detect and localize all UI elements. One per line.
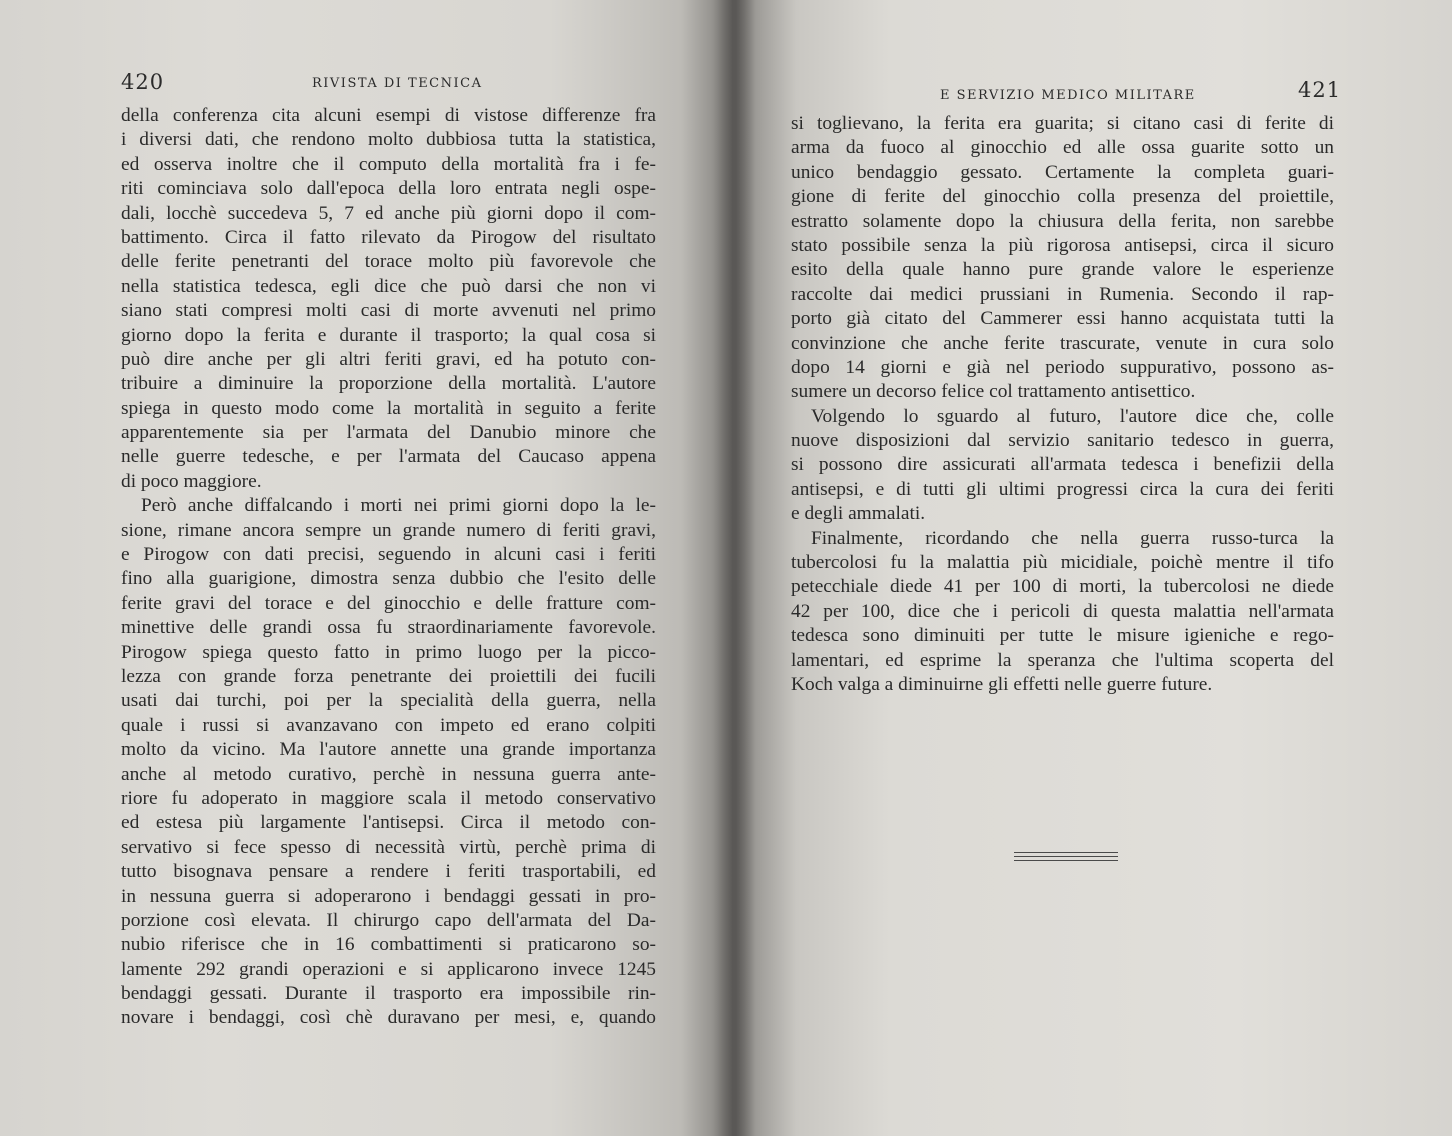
end-rule (1014, 856, 1118, 857)
text-line: esito della quale hanno pure grande valore le esperienze (791, 259, 1334, 281)
text-line: minettive delle grandi ossa fu straordinariamente favorevole. (121, 617, 656, 639)
text-line: tedesca sono diminuiti per tutte le misure igieniche e rego- (791, 625, 1334, 647)
text-line: Koch valga a diminuirne gli effetti nelle guerre future. (791, 673, 1213, 695)
text-line: della conferenza cita alcuni esempi di vistose differenze fra (121, 105, 656, 126)
text-line: si toglievano, la ferita era guarita; si citano casi di ferite di (791, 113, 1334, 134)
text-line: lamente 292 grandi operazioni e si applicarono invece 1245 (121, 958, 656, 980)
text-line: tubercolosi fu la malattia più micidiale, poichè mentre il tifo (791, 552, 1334, 574)
text-line: estratto solamente dopo la chiusura della ferita, non sarebbe (791, 210, 1334, 232)
text-line: 42 per 100, dice che i pericoli di questa malattia nell'armata (791, 600, 1334, 622)
text-line: unico bendaggio gessato. Certamente la completa guari- (791, 161, 1334, 183)
text-line: Finalmente, ricordando che nella guerra russo-turca la (811, 527, 1334, 549)
text-line: riore fu adoperato in maggiore scala il metodo conservativo (121, 787, 656, 809)
gutter-shadow (712, 0, 756, 1136)
text-line: ed estesa più largamente l'antisepsi. Circa il metodo con- (121, 812, 656, 834)
text-line: anche al metodo curativo, perchè in nessuna guerra ante- (121, 763, 656, 785)
text-line: tutto bisognava pensare a rendere i feriti trasportabili, ed (121, 861, 656, 883)
text-line: riti cominciava solo dall'epoca della loro entrata negli ospe- (121, 178, 656, 200)
right-running-title: E SERVIZIO MEDICO MILITARE (940, 88, 1196, 103)
left-page-number: 420 (121, 70, 165, 94)
text-line: raccolte dai medici prussiani in Rumenia. Secondo il rap- (791, 283, 1334, 305)
text-line: Volgendo lo sguardo al futuro, l'autore dice che, colle (811, 405, 1334, 427)
text-line: petecchiale diede 41 per 100 di morti, la tubercolosi ne diede (791, 576, 1334, 598)
text-line: Pirogow spiega questo fatto in primo luogo per la picco- (121, 641, 656, 663)
left-running-title: RIVISTA DI TECNICA (312, 76, 483, 91)
text-line: spiega in questo modo come la mortalità in seguito a ferite (121, 397, 656, 419)
end-rule (1014, 852, 1118, 853)
text-line: nuove disposizioni dal servizio sanitario tedesco in guerra, (791, 430, 1334, 452)
text-line: lezza con grande forza penetrante dei proiettili dei fucili (121, 665, 656, 687)
text-line: i diversi dati, che rendono molto dubbiosa tutta la statistica, (121, 129, 656, 151)
text-line: lamentari, ed esprime la speranza che l'ultima scoperta del (791, 649, 1334, 671)
text-line: stato possibile senza la più rigorosa antisepsi, circa il sicuro (791, 234, 1334, 256)
text-line: nelle guerre tedesche, e per l'armata del Caucaso appena (121, 446, 656, 468)
text-line: arma da fuoco al ginocchio ed alle ossa guarite sotto un (791, 137, 1334, 159)
text-line: ferite gravi del torace e del ginocchio e delle fratture com- (121, 592, 656, 614)
text-line: delle ferite penetranti del torace molto più favorevole che (121, 251, 656, 273)
text-line: può dire anche per gli altri feriti gravi, ed ha potuto con- (121, 348, 656, 370)
text-line: ed osserva inoltre che il computo della mortalità fra i fe- (121, 153, 656, 175)
text-line: molto da vicino. Ma l'autore annette una grande importanza (121, 739, 656, 761)
text-line: di poco maggiore. (121, 470, 262, 492)
text-line: battimento. Circa il fatto rilevato da Pirogow del risultato (121, 226, 656, 248)
text-line: usati dai turchi, poi per la specialità della guerra, nella (121, 690, 656, 712)
text-line: nella statistica tedesca, egli dice che può darsi che non vi (121, 275, 656, 297)
text-line: si possono dire assicurati all'armata tedesca i benefizii della (791, 454, 1334, 476)
text-line: porzione così elevata. Il chirurgo capo dell'armata del Da- (121, 909, 656, 931)
text-line: apparentemente sia per l'armata del Danubio minore che (121, 422, 656, 444)
text-line: sumere un decorso felice col trattamento antisettico. (791, 381, 1196, 403)
text-line: convinzione che anche ferite trascurate, venute in cura solo (791, 332, 1334, 354)
right-page-number: 421 (1298, 78, 1342, 102)
text-line: dali, locchè succedeva 5, 7 ed anche più giorni dopo il com- (121, 202, 656, 224)
text-line: tribuire a diminuire la proporzione della mortalità. L'autore (121, 373, 656, 395)
text-line: e Pirogow con dati precisi, seguendo in alcuni casi i feriti (121, 544, 656, 566)
text-line: dopo 14 giorni e già nel periodo suppurativo, possono as- (791, 356, 1334, 378)
text-line: fino alla guarigione, dimostra senza dubbio che l'esito delle (121, 568, 656, 590)
right-page-body (791, 112, 1334, 697)
text-line: e degli ammalati. (791, 503, 926, 525)
text-line: sione, rimane ancora sempre un grande numero di feriti gravi, (121, 519, 656, 541)
text-line: bendaggi gessati. Durante il trasporto era impossibile rin- (121, 983, 656, 1005)
text-line: in nessuna guerra si adoperarono i bendaggi gessati in pro- (121, 885, 656, 907)
text-line: gione di ferite del ginocchio colla presenza del proiettile, (791, 186, 1334, 208)
left-page-body (121, 104, 656, 1031)
text-line: antisepsi, e di tutti gli ultimi progressi circa la cura dei feriti (791, 478, 1334, 500)
text-line: siano stati compresi molti casi di morte avvenuti nel primo (121, 300, 656, 322)
text-line: Però anche diffalcando i morti nei primi giorni dopo la le- (141, 495, 656, 517)
text-line: porto già citato del Cammerer essi hanno acquistata tutti la (791, 308, 1334, 330)
text-line: nubio riferisce che in 16 combattimenti si praticarono so- (121, 934, 656, 956)
end-rule (1014, 860, 1118, 861)
text-line: servativo si fece spesso di necessità virtù, perchè prima di (121, 836, 656, 858)
text-line: giorno dopo la ferita e durante il trasporto; la qual cosa si (121, 324, 656, 346)
text-line: quale i russi si avanzavano con impeto ed erano colpiti (121, 714, 656, 736)
text-line: novare i bendaggi, così chè duravano per mesi, e, quando (121, 1007, 656, 1029)
